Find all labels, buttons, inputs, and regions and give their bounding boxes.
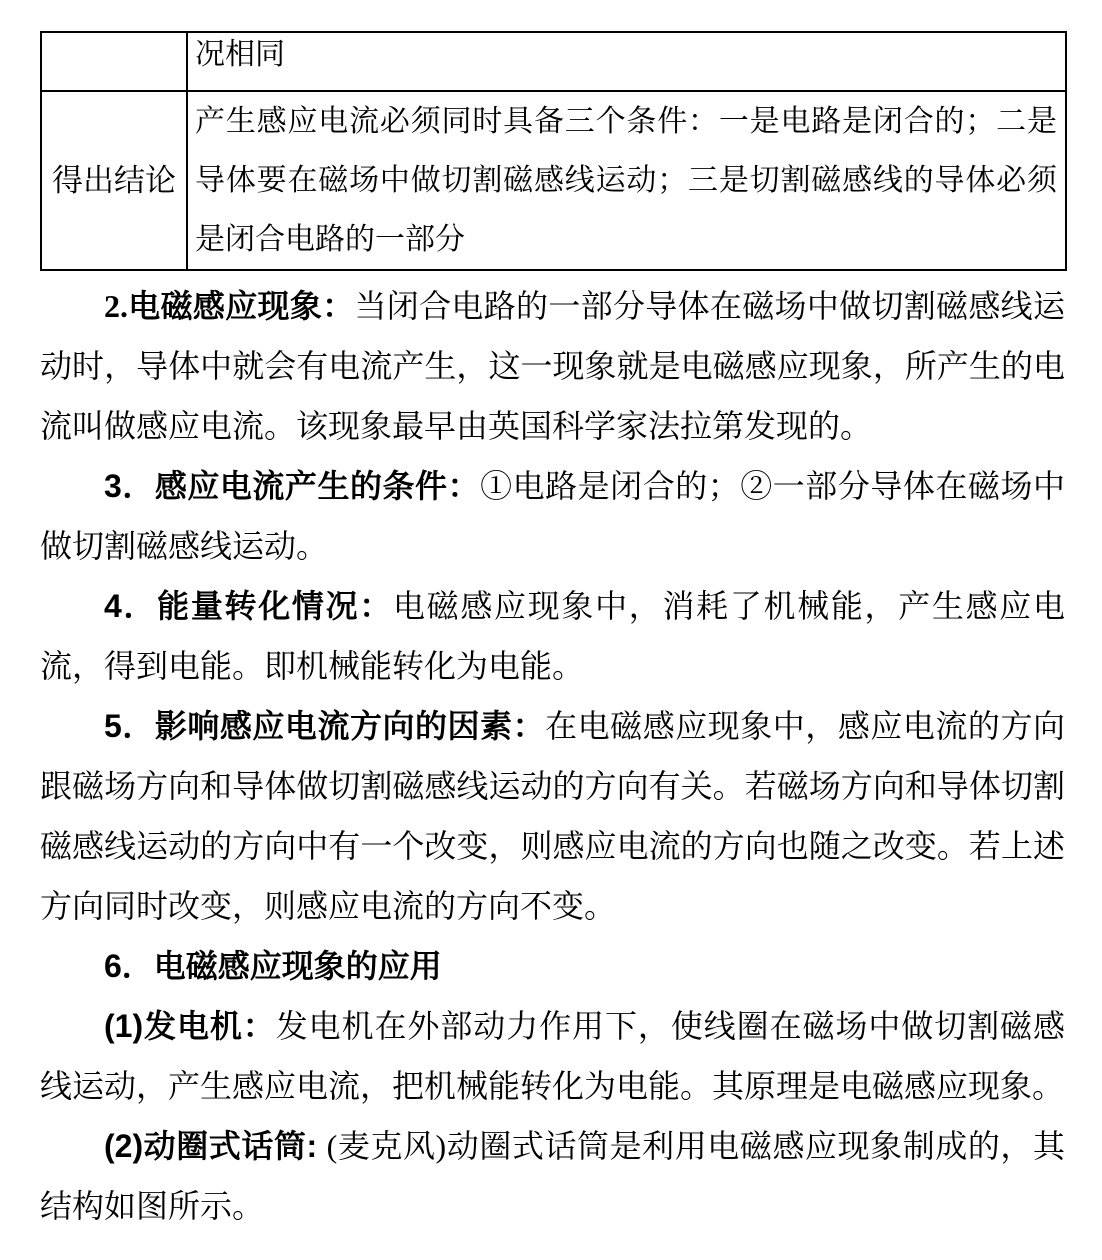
paragraph-text: 当闭合电路的一部分导体在磁场中做切割磁感线运动时，导体中就会有电流产生，这一现象就是电磁感应现象，所产生的电流叫做感应电流。该现象最早由英国科学家法拉第发现的。 <box>40 288 1065 444</box>
paragraph-lead: (2)动圈式话筒: <box>104 1128 327 1164</box>
paragraph-6-heading <box>40 936 1065 996</box>
paragraph-lead: 5．影响感应电流方向的因素： <box>104 708 546 744</box>
table-cell-content: 产生感应电流必须同时具备三个条件：一是电路是闭合的；二是导体要在磁场中做切割磁感线运动；三是切割磁感线的导体必须是闭合电路的一部分 <box>187 91 1066 270</box>
paragraph-lead: 2.电磁感应现象： <box>104 288 355 324</box>
paragraph-text: 电磁感应现象中，消耗了机械能，产生感应电流，得到电能。即机械能转化为电能。 <box>40 588 1065 684</box>
paragraph-4 <box>40 576 1065 696</box>
paragraph-lead: 6．电磁感应现象的应用 <box>104 948 442 984</box>
paragraph-text: 在电磁感应现象中，感应电流的方向跟磁场方向和导体做切割磁感线运动的方向有关。若磁场方向和导体切割磁感线运动的方向中有一个改变，则感应电流的方向也随之改变。若上述方向同时改变，则感应电流的方向不变。 <box>40 708 1065 924</box>
paragraph-lead: 3．感应电流产生的条件： <box>104 468 481 504</box>
table-row <box>41 32 1066 91</box>
paragraph-5 <box>40 696 1065 936</box>
paragraph-lead: 4．能量转化情况： <box>104 588 393 624</box>
paragraph-text: ①电路是闭合的；②一部分导体在磁场中做切割磁感线运动。 <box>40 468 1065 564</box>
paragraph-text: (麦克风)动圈式话筒是利用电磁感应现象制成的，其结构如图所示。 <box>40 1128 1065 1224</box>
paragraph-text: 发电机在外部动力作用下，使线圈在磁场中做切割磁感线运动，产生感应电流，把机械能转化为电能。其原理是电磁感应现象。 <box>40 1008 1065 1104</box>
paragraph-application-1 <box>40 996 1065 1116</box>
paragraph-application-2 <box>40 1116 1065 1236</box>
summary-table <box>40 31 1067 271</box>
document-body <box>40 276 1065 1236</box>
table-cell-label <box>41 32 187 91</box>
table-cell-content: 况相同 <box>187 32 1066 91</box>
table-row <box>41 91 1066 270</box>
paragraph-lead: (1)发电机： <box>104 1008 276 1044</box>
paragraph-3 <box>40 456 1065 576</box>
paragraph-2 <box>40 276 1065 456</box>
table-cell-label: 得出结论 <box>41 91 187 270</box>
